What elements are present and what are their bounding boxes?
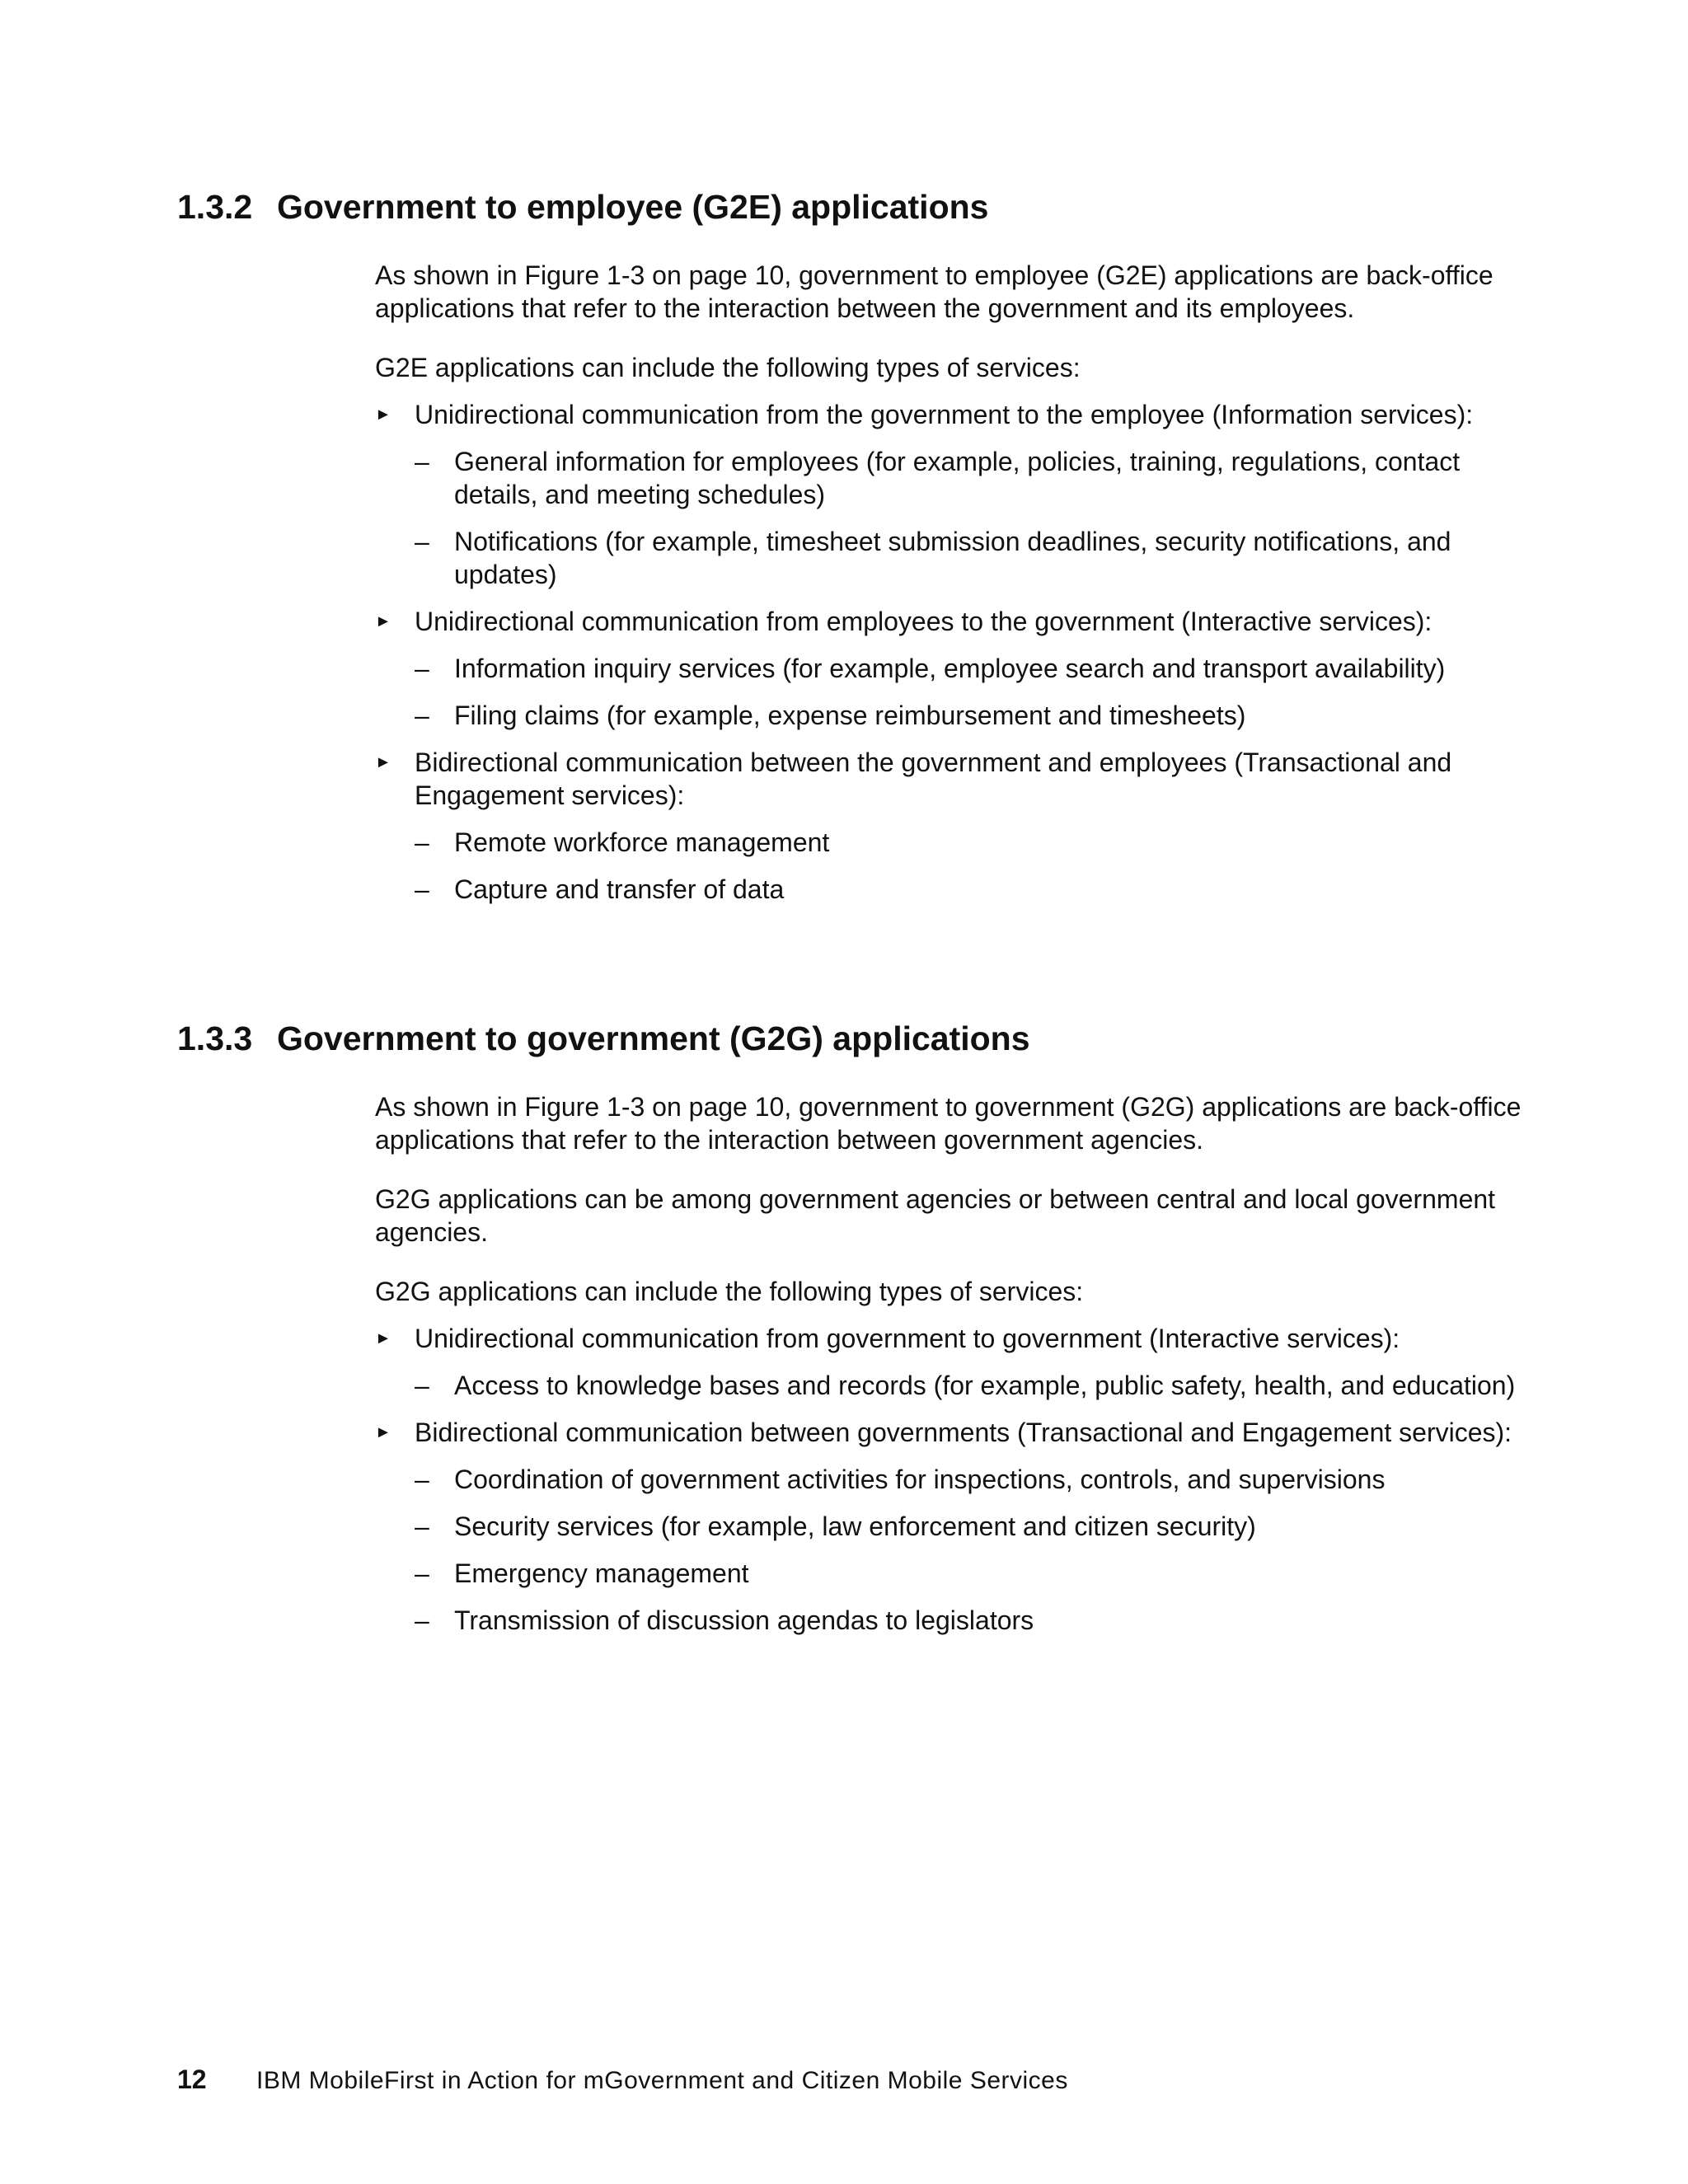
dash-marker: – <box>415 701 429 730</box>
paragraph: G2E applications can include the following types of services: <box>375 353 1081 382</box>
dash-text: Notifications (for example, timesheet submission deadlines, security notifications, and updates) <box>454 527 1451 589</box>
section-title: Government to government (G2G) applications <box>277 1019 1030 1057</box>
paragraph: As shown in Figure 1-3 on page 10, government to employee (G2E) applications are back-office applications that refer to the interaction between the government and its employees. <box>375 260 1493 323</box>
triangle-bullet-icon: ► <box>375 753 392 771</box>
bullet-list <box>375 1322 1529 1637</box>
dash-text: Remote workforce management <box>454 827 830 857</box>
dash-item <box>415 445 1529 511</box>
bullet-item <box>375 605 1529 732</box>
page-footer <box>177 2063 1068 2097</box>
dash-list <box>415 1463 1529 1637</box>
dash-marker: – <box>415 1371 429 1400</box>
dash-marker: – <box>415 827 429 857</box>
dash-list <box>415 445 1529 591</box>
dash-text: Access to knowledge bases and records (for example, public safety, health, and education) <box>454 1371 1516 1400</box>
dash-item <box>415 699 1529 732</box>
section-body-g2e <box>375 259 1529 920</box>
dash-marker: – <box>415 874 429 904</box>
section-body-g2g <box>375 1090 1529 1651</box>
triangle-bullet-icon: ► <box>375 612 392 630</box>
triangle-bullet-icon: ► <box>375 1329 392 1347</box>
dash-text: Information inquiry services (for example, employee search and transport availability) <box>454 654 1446 683</box>
dash-marker: – <box>415 654 429 683</box>
triangle-bullet-icon: ► <box>375 405 392 424</box>
bullet-list <box>375 398 1529 906</box>
triangle-bullet-icon: ► <box>375 1423 392 1441</box>
section-heading-g2e <box>177 186 988 227</box>
paragraph: G2G applications can be among government agencies or between central and local government agencies. <box>375 1184 1496 1247</box>
bullet-text: Bidirectional communication between the government and employees (Transactional and Engagement services): <box>415 748 1452 810</box>
dash-item <box>415 1557 1529 1590</box>
section-title: Government to employee (G2E) applications <box>277 188 989 226</box>
bullet-item <box>375 398 1529 591</box>
dash-item <box>415 525 1529 591</box>
bullet-item <box>375 1416 1529 1637</box>
dash-text: Emergency management <box>454 1558 749 1588</box>
bullet-item <box>375 1322 1529 1402</box>
bullet-text: Unidirectional communication from government to government (Interactive services): <box>415 1324 1400 1353</box>
dash-item <box>415 1369 1529 1402</box>
dash-marker: – <box>415 447 429 476</box>
dash-text: Coordination of government activities for inspections, controls, and supervisions <box>454 1465 1386 1494</box>
dash-marker: – <box>415 1605 429 1635</box>
dash-item <box>415 1510 1529 1543</box>
dash-item <box>415 1604 1529 1637</box>
dash-item <box>415 652 1529 685</box>
dash-item <box>415 826 1529 859</box>
page-number: 12 <box>177 2064 207 2094</box>
dash-marker: – <box>415 1558 429 1588</box>
dash-marker: – <box>415 1511 429 1541</box>
dash-text: General information for employees (for example, policies, training, regulations, contact details, and meeting schedules) <box>454 447 1461 509</box>
bullet-text: Unidirectional communication from the government to the employee (Information services): <box>415 400 1474 429</box>
dash-marker: – <box>415 527 429 556</box>
paragraph: G2G applications can include the following types of services: <box>375 1277 1084 1306</box>
paragraph: As shown in Figure 1-3 on page 10, government to government (G2G) applications are back-office applications that refer to the interaction between government agencies. <box>375 1092 1522 1155</box>
dash-list <box>415 652 1529 732</box>
dash-list <box>415 1369 1529 1402</box>
dash-text: Filing claims (for example, expense reimbursement and timesheets) <box>454 701 1246 730</box>
section-number: 1.3.3 <box>177 1019 253 1057</box>
section-number: 1.3.2 <box>177 188 253 226</box>
bullet-item <box>375 746 1529 906</box>
dash-text: Transmission of discussion agendas to legislators <box>454 1605 1034 1635</box>
dash-item <box>415 1463 1529 1496</box>
bullet-text: Bidirectional communication between governments (Transactional and Engagement services): <box>415 1418 1512 1447</box>
bullet-text: Unidirectional communication from employees to the government (Interactive services): <box>415 607 1432 636</box>
section-heading-g2g <box>177 1018 1030 1059</box>
dash-list <box>415 826 1529 906</box>
dash-item <box>415 873 1529 906</box>
dash-text: Capture and transfer of data <box>454 874 785 904</box>
dash-text: Security services (for example, law enforcement and citizen security) <box>454 1511 1256 1541</box>
dash-marker: – <box>415 1465 429 1494</box>
book-title: IBM MobileFirst in Action for mGovernment and Citizen Mobile Services <box>256 2067 1068 2094</box>
